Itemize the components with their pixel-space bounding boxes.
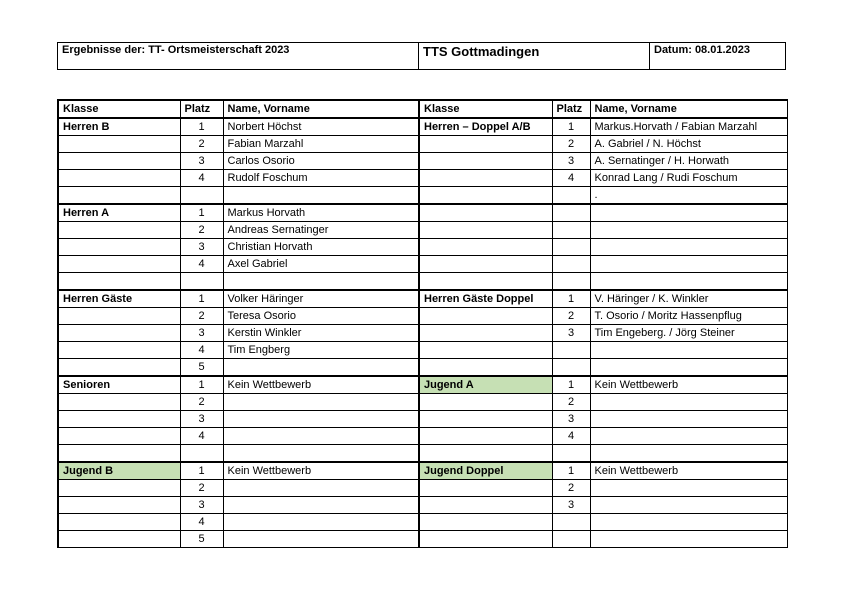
name-cell xyxy=(590,256,787,273)
name-cell xyxy=(223,480,419,497)
class-cell xyxy=(58,411,180,428)
name-cell xyxy=(223,445,419,463)
table-row xyxy=(58,531,787,548)
name-cell xyxy=(590,411,787,428)
name-cell: Carlos Osorio xyxy=(223,153,419,170)
class-cell: Jugend B xyxy=(58,462,180,480)
table-row xyxy=(58,394,787,411)
class-cell xyxy=(419,359,552,377)
name-cell xyxy=(590,428,787,445)
class-cell xyxy=(419,445,552,463)
name-cell: Axel Gabriel xyxy=(223,256,419,273)
table-row xyxy=(58,308,787,325)
rank-cell: 4 xyxy=(180,256,223,273)
class-cell xyxy=(419,256,552,273)
col-header-platz: Platz xyxy=(552,100,590,118)
rank-cell: 2 xyxy=(552,480,590,497)
rank-cell: 4 xyxy=(180,514,223,531)
table-row xyxy=(58,445,787,463)
name-cell xyxy=(590,273,787,291)
class-cell xyxy=(419,170,552,187)
header-date: Datum: 08.01.2023 xyxy=(650,43,786,70)
class-cell xyxy=(419,531,552,548)
class-cell xyxy=(419,394,552,411)
rank-cell xyxy=(552,239,590,256)
name-cell: V. Häringer / K. Winkler xyxy=(590,290,787,308)
class-cell xyxy=(58,273,180,291)
table-row xyxy=(58,376,787,394)
col-header-klasse: Klasse xyxy=(419,100,552,118)
class-cell: Herren Gäste xyxy=(58,290,180,308)
class-cell xyxy=(419,136,552,153)
header-club: TTS Gottmadingen xyxy=(419,43,650,70)
name-cell: Rudolf Foschum xyxy=(223,170,419,187)
name-cell xyxy=(590,497,787,514)
class-cell xyxy=(58,342,180,359)
name-cell: Norbert Höchst xyxy=(223,118,419,136)
table-row xyxy=(58,187,787,205)
rank-cell: 2 xyxy=(180,394,223,411)
rank-cell: 1 xyxy=(180,204,223,222)
rank-cell: 5 xyxy=(180,359,223,377)
class-cell xyxy=(58,514,180,531)
rank-cell: 2 xyxy=(552,394,590,411)
rank-cell xyxy=(552,222,590,239)
table-row xyxy=(58,342,787,359)
rank-cell: 5 xyxy=(180,531,223,548)
rank-cell: 2 xyxy=(552,308,590,325)
class-cell xyxy=(58,222,180,239)
table-row xyxy=(58,170,787,187)
class-cell xyxy=(419,222,552,239)
name-cell: Kein Wettbewerb xyxy=(590,462,787,480)
class-cell xyxy=(58,497,180,514)
name-cell xyxy=(590,359,787,377)
name-cell xyxy=(223,531,419,548)
class-cell xyxy=(419,514,552,531)
name-cell xyxy=(223,411,419,428)
name-cell: Tim Engeberg. / Jörg Steiner xyxy=(590,325,787,342)
class-cell xyxy=(58,445,180,463)
class-cell xyxy=(58,136,180,153)
name-cell: A. Sernatinger / H. Horwath xyxy=(590,153,787,170)
class-cell: Herren – Doppel A/B xyxy=(419,118,552,136)
class-cell xyxy=(419,187,552,205)
table-row xyxy=(58,256,787,273)
table-row xyxy=(58,428,787,445)
name-cell: Kein Wettbewerb xyxy=(223,462,419,480)
name-cell: T. Osorio / Moritz Hassenpflug xyxy=(590,308,787,325)
document-header xyxy=(57,42,786,70)
rank-cell xyxy=(552,359,590,377)
rank-cell: 3 xyxy=(552,497,590,514)
rank-cell xyxy=(180,273,223,291)
class-cell xyxy=(419,411,552,428)
rank-cell: 3 xyxy=(180,325,223,342)
name-cell xyxy=(223,187,419,205)
rank-cell: 4 xyxy=(552,170,590,187)
rank-cell xyxy=(552,256,590,273)
name-cell xyxy=(590,445,787,463)
rank-cell: 1 xyxy=(552,290,590,308)
name-cell xyxy=(223,273,419,291)
class-cell xyxy=(58,531,180,548)
rank-cell xyxy=(552,204,590,222)
name-cell xyxy=(590,514,787,531)
rank-cell: 1 xyxy=(552,462,590,480)
table-row xyxy=(58,273,787,291)
name-cell xyxy=(223,394,419,411)
results-table xyxy=(57,99,788,548)
table-row xyxy=(58,290,787,308)
name-cell: Andreas Sernatinger xyxy=(223,222,419,239)
rank-cell: 3 xyxy=(180,239,223,256)
rank-cell: 3 xyxy=(180,497,223,514)
name-cell xyxy=(590,204,787,222)
name-cell xyxy=(590,531,787,548)
name-cell: Konrad Lang / Rudi Foschum xyxy=(590,170,787,187)
table-row xyxy=(58,462,787,480)
name-cell: Kein Wettbewerb xyxy=(223,376,419,394)
table-row xyxy=(58,222,787,239)
class-cell xyxy=(58,187,180,205)
rank-cell: 1 xyxy=(180,290,223,308)
rank-cell: 4 xyxy=(552,428,590,445)
name-cell: Tim Engberg xyxy=(223,342,419,359)
name-cell: Fabian Marzahl xyxy=(223,136,419,153)
class-cell: Jugend A xyxy=(419,376,552,394)
table-row xyxy=(58,204,787,222)
class-cell xyxy=(58,153,180,170)
name-cell xyxy=(590,394,787,411)
name-cell xyxy=(223,359,419,377)
name-cell: Christian Horvath xyxy=(223,239,419,256)
rank-cell: 3 xyxy=(552,153,590,170)
header-title: Ergebnisse der: TT- Ortsmeisterschaft 2023 xyxy=(58,43,419,70)
table-row xyxy=(58,497,787,514)
rank-cell: 2 xyxy=(552,136,590,153)
col-header-platz: Platz xyxy=(180,100,223,118)
name-cell: Kein Wettbewerb xyxy=(590,376,787,394)
class-cell xyxy=(419,497,552,514)
rank-cell: 2 xyxy=(180,308,223,325)
name-cell: Volker Häringer xyxy=(223,290,419,308)
class-cell xyxy=(419,308,552,325)
class-cell xyxy=(58,170,180,187)
rank-cell xyxy=(552,445,590,463)
col-header-name: Name, Vorname xyxy=(590,100,787,118)
table-row xyxy=(58,359,787,377)
rank-cell: 1 xyxy=(180,118,223,136)
table-row xyxy=(58,153,787,170)
table-row xyxy=(58,239,787,256)
name-cell xyxy=(590,239,787,256)
name-cell xyxy=(590,222,787,239)
class-cell xyxy=(419,153,552,170)
rank-cell xyxy=(552,514,590,531)
class-cell xyxy=(58,428,180,445)
name-cell xyxy=(223,497,419,514)
table-row xyxy=(58,325,787,342)
class-cell xyxy=(58,325,180,342)
table-row xyxy=(58,480,787,497)
class-cell xyxy=(419,342,552,359)
name-cell xyxy=(590,480,787,497)
rank-cell xyxy=(180,187,223,205)
rank-cell: 1 xyxy=(552,376,590,394)
rank-cell xyxy=(552,342,590,359)
class-cell xyxy=(419,480,552,497)
rank-cell: 2 xyxy=(180,480,223,497)
name-cell: Kerstin Winkler xyxy=(223,325,419,342)
name-cell: A. Gabriel / N. Höchst xyxy=(590,136,787,153)
table-header-row xyxy=(58,100,787,118)
table-row xyxy=(58,514,787,531)
class-cell xyxy=(58,480,180,497)
rank-cell: 4 xyxy=(180,170,223,187)
rank-cell xyxy=(552,531,590,548)
rank-cell xyxy=(552,273,590,291)
class-cell xyxy=(419,273,552,291)
table-row xyxy=(58,411,787,428)
rank-cell: 4 xyxy=(180,342,223,359)
class-cell xyxy=(58,394,180,411)
rank-cell: 3 xyxy=(180,153,223,170)
class-cell xyxy=(58,239,180,256)
rank-cell xyxy=(552,187,590,205)
rank-cell: 2 xyxy=(180,222,223,239)
name-cell xyxy=(223,428,419,445)
name-cell xyxy=(590,342,787,359)
name-cell: . xyxy=(590,187,787,205)
class-cell: Herren A xyxy=(58,204,180,222)
class-cell xyxy=(419,204,552,222)
rank-cell: 1 xyxy=(180,462,223,480)
class-cell xyxy=(58,308,180,325)
class-cell: Herren Gäste Doppel xyxy=(419,290,552,308)
rank-cell xyxy=(180,445,223,463)
table-row xyxy=(58,136,787,153)
rank-cell: 1 xyxy=(180,376,223,394)
name-cell xyxy=(223,514,419,531)
name-cell: Markus Horvath xyxy=(223,204,419,222)
col-header-klasse: Klasse xyxy=(58,100,180,118)
rank-cell: 1 xyxy=(552,118,590,136)
class-cell xyxy=(58,256,180,273)
rank-cell: 3 xyxy=(552,411,590,428)
table-row xyxy=(58,118,787,136)
class-cell: Jugend Doppel xyxy=(419,462,552,480)
rank-cell: 4 xyxy=(180,428,223,445)
class-cell xyxy=(58,359,180,377)
class-cell xyxy=(419,428,552,445)
rank-cell: 3 xyxy=(180,411,223,428)
name-cell: Teresa Osorio xyxy=(223,308,419,325)
class-cell: Herren B xyxy=(58,118,180,136)
class-cell xyxy=(419,239,552,256)
class-cell: Senioren xyxy=(58,376,180,394)
class-cell xyxy=(419,325,552,342)
col-header-name: Name, Vorname xyxy=(223,100,419,118)
rank-cell: 2 xyxy=(180,136,223,153)
rank-cell: 3 xyxy=(552,325,590,342)
name-cell: Markus.Horvath / Fabian Marzahl xyxy=(590,118,787,136)
